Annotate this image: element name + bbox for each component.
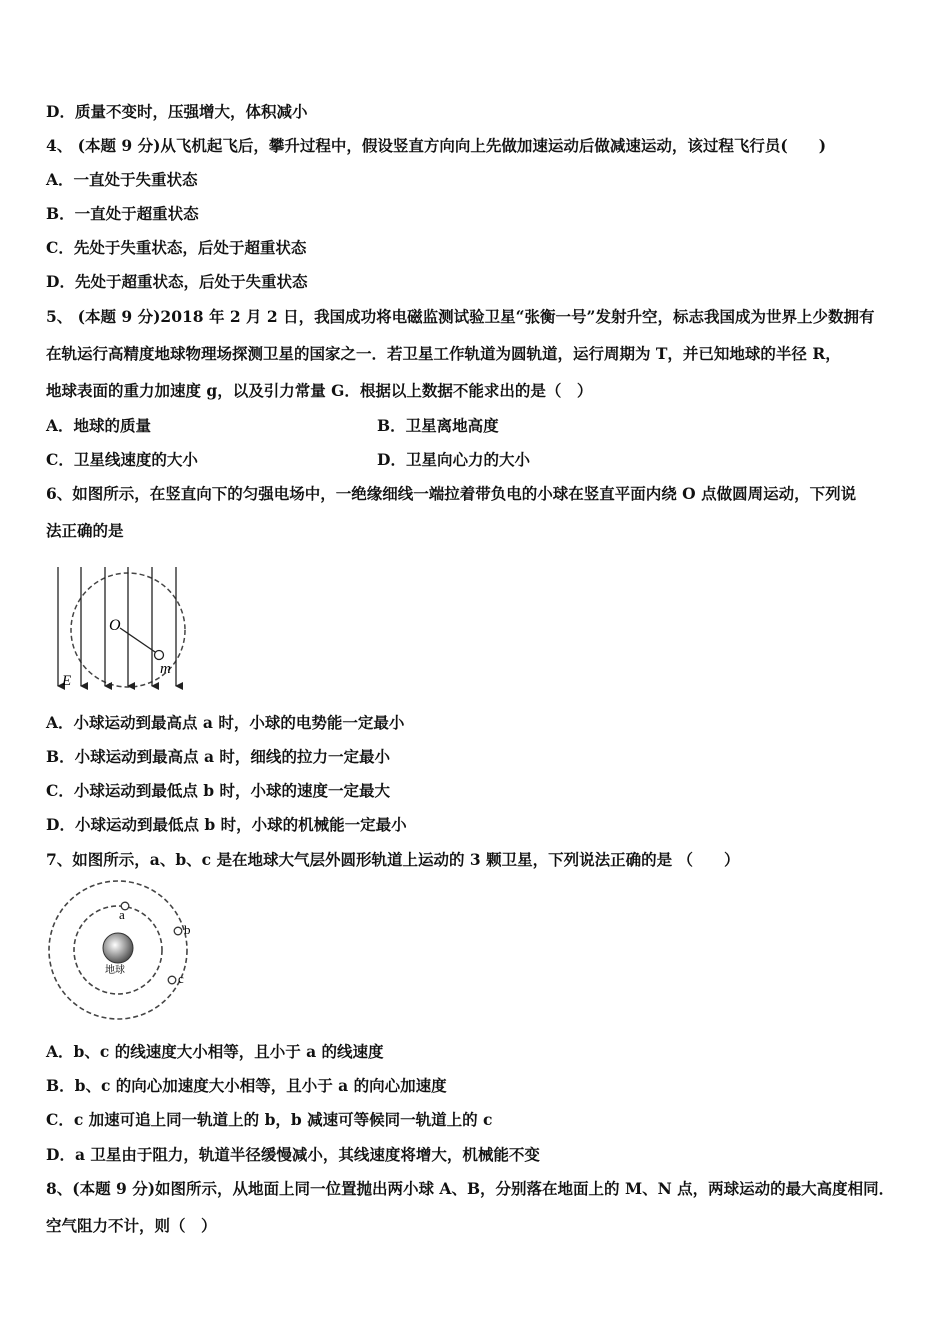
q4-option-a: A．一直处于失重状态: [46, 170, 198, 189]
mass-label: m: [160, 661, 171, 677]
q6-option-a: A．小球运动到最高点 a 时，小球的电势能一定最小: [46, 713, 405, 732]
q6-option-b: B．小球运动到最高点 a 时，细线的拉力一定最小: [46, 747, 390, 766]
q8-stem-line2: 空气阻力不计，则（ ）: [46, 1216, 217, 1235]
q5-option-c: C．卫星线速度的大小: [46, 450, 198, 469]
q4-stem: 4、 (本题 9 分)从飞机起飞后，攀升过程中，假设竖直方向向上先做加速运动后做减速运动，该过程飞行员( ): [46, 136, 827, 155]
q5-stem-line2: 在轨运行高精度地球物理场探测卫星的国家之一．若卫星工作轨道为圆轨道，运行周期为 T，并已知地球的半径 R，: [46, 344, 841, 363]
satellite-c: [168, 976, 176, 984]
q6-stem-line2: 法正确的是: [46, 521, 124, 540]
q6-option-d: D．小球运动到最低点 b 时，小球的机械能一定最小: [46, 815, 407, 834]
satellite-b-label: b: [184, 922, 191, 937]
q5-stem-line3: 地球表面的重力加速度 g，以及引力常量 G．根据以上数据不能求出的是（ ）: [46, 381, 593, 400]
q5-option-d: D．卫星向心力的大小: [377, 450, 530, 469]
earth-label: 地球: [105, 965, 125, 976]
q7-option-a: A．b、c 的线速度大小相等，且小于 a 的线速度: [46, 1042, 384, 1061]
satellite-b: [174, 927, 182, 935]
satellite-c-label: c: [178, 971, 184, 986]
q5-option-a: A．地球的质量: [46, 416, 152, 435]
q6-option-c: C．小球运动到最低点 b 时，小球的速度一定最大: [46, 781, 390, 800]
q7-option-d: D．a 卫星由于阻力，轨道半径缓慢减小，其线速度将增大，机械能不变: [46, 1145, 540, 1164]
q7-option-b: B．b、c 的向心加速度大小相等，且小于 a 的向心加速度: [46, 1076, 447, 1095]
electric-field-figure: [48, 562, 193, 692]
charged-ball: [155, 651, 164, 660]
q8-stem-line1: 8、(本题 9 分)如图所示，从地面上同一位置抛出两小球 A、B，分别落在地面上的 M、N 点，两球运动的最大高度相同．: [46, 1179, 895, 1198]
q7-option-c: C．c 加速可追上同一轨道上的 b，b 减速可等候同一轨道上的 c: [46, 1110, 493, 1129]
earth-icon: [103, 933, 133, 963]
field-label: E: [62, 673, 72, 689]
q5-option-b: B．卫星离地高度: [377, 416, 499, 435]
center-label: O: [109, 617, 121, 634]
q4-option-b: B．一直处于超重状态: [46, 204, 199, 223]
satellite-a-label: a: [119, 907, 125, 922]
q6-stem-line1: 6、如图所示，在竖直向下的匀强电场中，一绝缘细线一端拉着带负电的小球在竖直平面内绕 O 点做圆周运动，下列说: [46, 484, 857, 503]
q5-stem-line1: 5、 (本题 9 分)2018 年 2 月 2 日，我国成功将电磁监测试验卫星“张衡一号”发射升空，标志我国成为世界上少数拥有: [46, 307, 875, 326]
satellite-orbit-figure: [44, 880, 204, 1020]
q4-option-d: D．先处于超重状态，后处于失重状态: [46, 272, 308, 291]
q7-stem: 7、如图所示，a、b、c 是在地球大气层外圆形轨道上运动的 3 颗卫星，下列说法正确的是 （ ）: [46, 850, 740, 869]
q3-option-d: D．质量不变时，压强增大，体积减小: [46, 102, 308, 121]
q4-option-c: C．先处于失重状态，后处于超重状态: [46, 238, 307, 257]
